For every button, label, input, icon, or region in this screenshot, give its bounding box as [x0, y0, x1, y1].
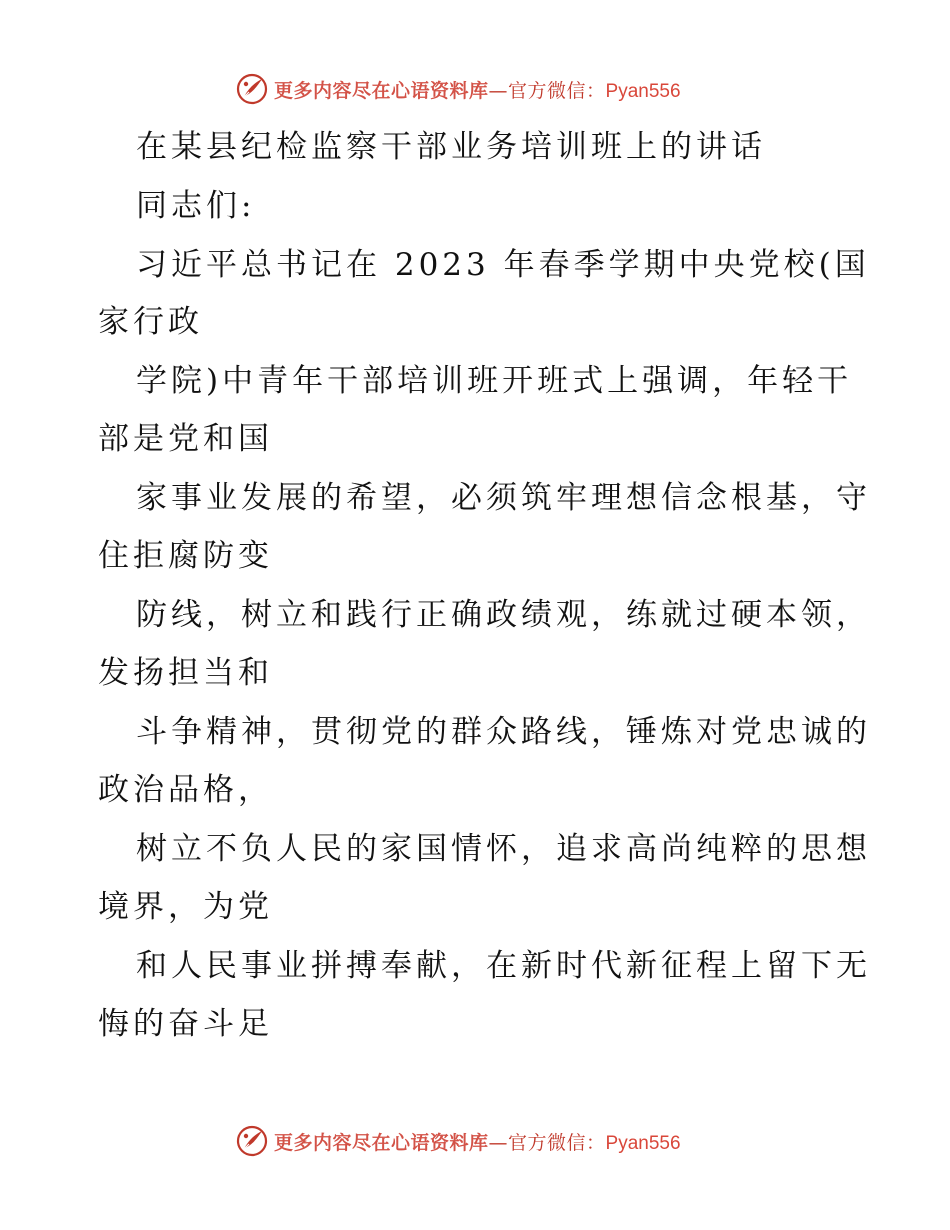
header-banner-text — [274, 76, 681, 103]
body-line: 悔的奋斗足 — [98, 1006, 273, 1042]
quill-pen-logo-icon — [236, 1125, 268, 1157]
document-title: 在某县纪检监察干部业务培训班上的讲话 — [136, 129, 766, 165]
body-line: 和人民事业拼搏奉献，在新时代新征程上留下无 — [136, 948, 871, 984]
body-line: 习近平总书记在 2023 年春季学期中央党校(国 — [136, 247, 870, 283]
footer-banner — [236, 1124, 681, 1158]
body-line: 政治品格， — [98, 772, 273, 808]
body-line: 境界，为党 — [98, 889, 273, 925]
quill-pen-logo-icon — [236, 73, 268, 105]
footer-separator: — — [488, 1131, 509, 1154]
body-line: 住拒腐防变 — [98, 538, 273, 574]
body-line: 家事业发展的希望，必须筑牢理想信念根基，守 — [136, 480, 871, 516]
footer-brand-text: 更多内容尽在心语资料库 — [274, 1131, 489, 1154]
header-banner — [236, 72, 681, 106]
body-line: 部是党和国 — [98, 421, 273, 457]
salutation: 同志们: — [136, 188, 256, 224]
body-line: 树立不负人民的家国情怀，追求高尚纯粹的思想 — [136, 831, 871, 867]
footer-wechat-id: Pyan556 — [605, 1132, 681, 1154]
body-line: 学院)中青年干部培训班开班式上强调，年轻干 — [136, 363, 853, 399]
header-separator: — — [488, 79, 509, 102]
header-wechat-id: Pyan556 — [605, 80, 681, 102]
header-brand-text: 更多内容尽在心语资料库 — [274, 79, 489, 102]
body-line: 发扬担当和 — [98, 655, 273, 691]
body-line: 斗争精神，贯彻党的群众路线，锤炼对党忠诚的 — [136, 714, 871, 750]
footer-wechat-label: 官方微信： — [508, 1131, 606, 1154]
body-line: 家行政 — [98, 304, 203, 340]
header-wechat-label: 官方微信： — [508, 79, 606, 102]
footer-banner-text — [274, 1128, 681, 1155]
body-line: 防线，树立和践行正确政绩观，练就过硬本领， — [136, 597, 871, 633]
